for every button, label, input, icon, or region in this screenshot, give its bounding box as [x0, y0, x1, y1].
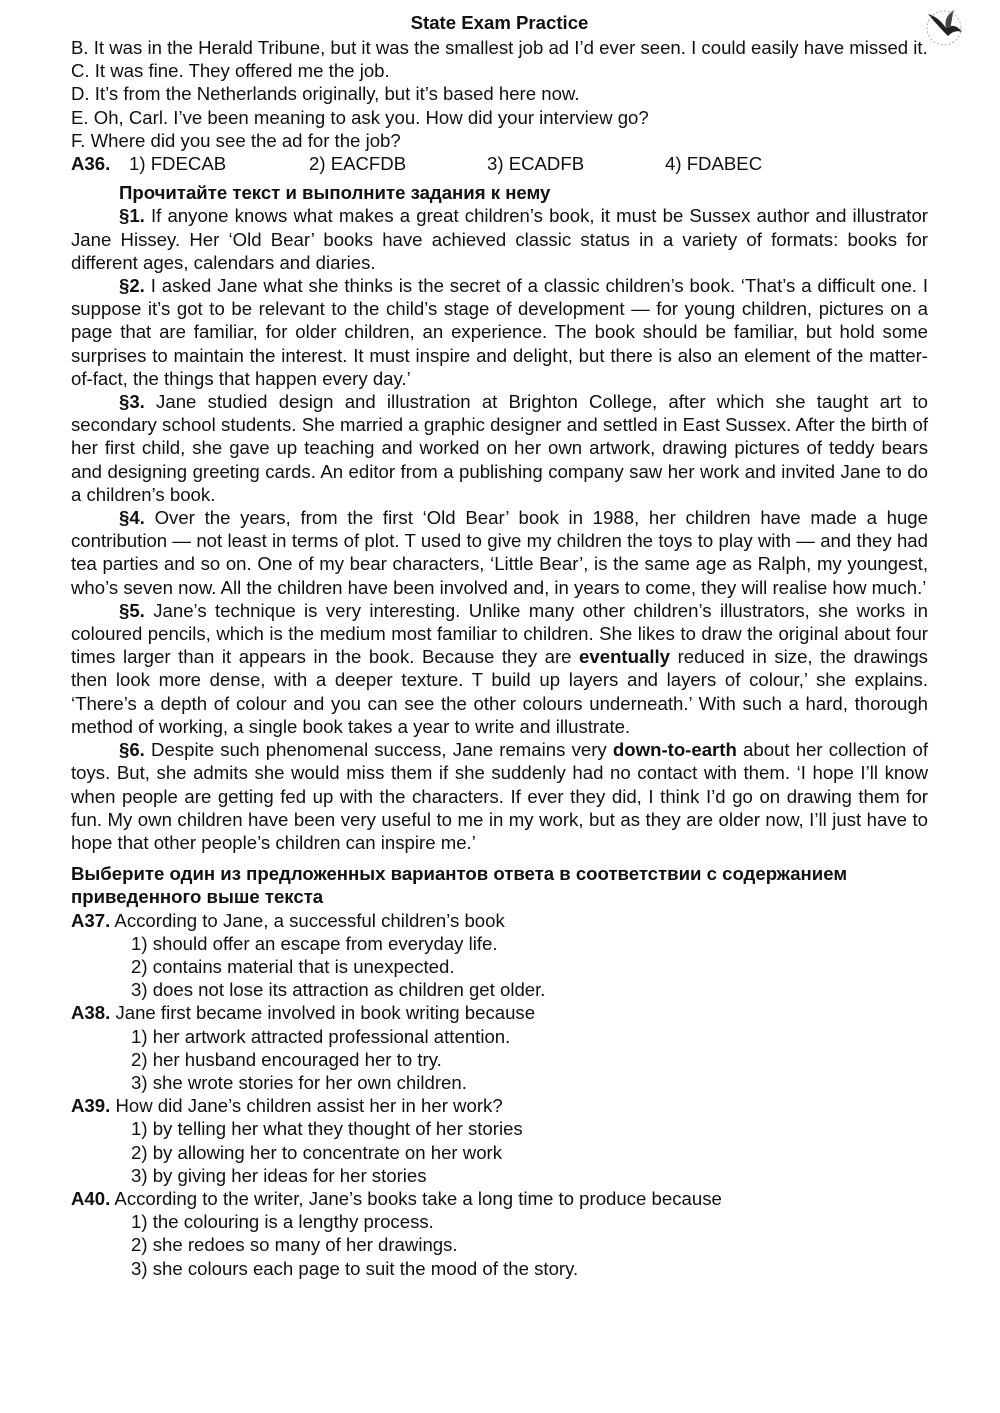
- paragraph-3: [71, 390, 928, 506]
- question-stem: According to Jane, a successful children’s book: [110, 909, 505, 931]
- question-label: A40.: [71, 1187, 111, 1209]
- dialogue-line-b: B. It was in the Herald Tribune, but it was the smallest job ad I’d ever seen. I could easily have missed it.: [71, 37, 928, 58]
- question-label: A38.: [71, 1002, 111, 1024]
- highlighted-word: down-to-earth: [612, 739, 737, 761]
- paragraph-text: If anyone knows what makes a great children’s book, it must be Sussex author and illustrator Jane Hissey. Her ‘Old Bear’ books have achieved classic status in a variety of formats: books for different ages, calendars and diaries.: [71, 205, 928, 273]
- dialogue-line-e: E. Oh, Carl. I’ve been meaning to ask you. How did your interview go?: [71, 106, 649, 128]
- page-title: State Exam Practice: [410, 12, 589, 33]
- questions-instruction: Выберите один из предложенных вариантов ответа в соответствии с содержанием приведенного выше текста: [71, 863, 848, 908]
- answer-option[interactable]: 3) she wrote stories for her own children.: [131, 1071, 467, 1093]
- question-a37: [71, 909, 928, 1002]
- paragraph-text: Over the years, from the first ‘Old Bear’ book in 1988, her children have made a huge contribution — not least in terms of plot. T used to give my children the toys to play with — and they had tea parties and so on. One of my bear characters, ‘Little Bear’, is the same age as Ralph, my youngest, who’s seven now. All the children have been involved and, in years to come, they will realise how much.’: [71, 507, 928, 598]
- reading-instruction: Прочитайте текст и выполните задания к нему: [119, 182, 551, 204]
- dialogue-line-f: F. Where did you see the ad for the job?: [71, 129, 401, 151]
- question-label: A37.: [71, 909, 111, 931]
- dialogue-lines: [71, 36, 928, 152]
- highlighted-word: eventually: [579, 646, 670, 668]
- paragraph-text: about her collection of toys. But, she admits she would miss them if she suddenly had no contact with them. ‘I hope I’ll know when people are getting fed up with the characters. If ever they did, I think I’d go on drawing them for fun. My own children have been very useful to me in my work, but as they are older now, I’ll just have to hope that other people’s children can inspire me.’: [71, 739, 929, 853]
- paragraph-text: I asked Jane what she thinks is the secret of a classic children’s book. ‘That’s a difficult one. I suppose it’s got to be relevant to the child’s stage of development — for young children, pictures on a page that are familiar, for older children, an experience. The book should be familiar, but hold some surprises to maintain the interest. It must inspire and delight, but there is also an element of the matter-of-fact, the things that happen every day.’: [71, 275, 928, 389]
- question-label: A39.: [71, 1095, 111, 1117]
- paragraph-6: [71, 738, 928, 854]
- paragraph-number: §3.: [119, 391, 145, 413]
- answer-option[interactable]: 2) by allowing her to concentrate on her work: [131, 1141, 503, 1163]
- question-a36: [71, 152, 928, 175]
- answer-option[interactable]: 1) by telling her what they thought of her stories: [131, 1118, 523, 1140]
- dialogue-line-c: C. It was fine. They offered me the job.: [71, 60, 390, 82]
- paragraph-number: §2.: [119, 275, 145, 297]
- answer-option[interactable]: 2) her husband encouraged her to try.: [131, 1048, 442, 1070]
- answer-option[interactable]: 3) by giving her ideas for her stories: [131, 1164, 427, 1186]
- answer-option[interactable]: 3) does not lose its attraction as children get older.: [131, 979, 546, 1001]
- paragraph-5: [71, 599, 928, 738]
- answer-option[interactable]: 1) the colouring is a lengthy process.: [131, 1211, 434, 1233]
- answer-option[interactable]: 4) FDABEC: [665, 153, 763, 175]
- paragraph-number: §4.: [119, 507, 145, 529]
- answer-option[interactable]: 2) contains material that is unexpected.: [131, 955, 455, 977]
- question-stem: According to the writer, Jane’s books take a long time to produce because: [110, 1187, 722, 1209]
- paragraph-text: reduced in size, the drawings then look more dense, with a deeper texture. T build up layers and layers of colour,’ she explains. ‘There’s a depth of colour and you can see the other colours underneath.’ With such a hard, thorough method of working, a single book takes a year to write and illustrate.: [71, 646, 928, 737]
- answer-option[interactable]: 1) should offer an escape from everyday life.: [131, 932, 498, 954]
- worksheet-page: [71, 10, 928, 1280]
- paragraph-1: [71, 204, 928, 274]
- paragraph-2: [71, 274, 928, 390]
- dialogue-line-d: D. It’s from the Netherlands originally, but it’s based here now.: [71, 83, 580, 105]
- question-a39: [71, 1094, 928, 1187]
- question-label: A36.: [71, 153, 111, 175]
- swallow-logo-icon: [922, 6, 966, 46]
- paragraph-4: [71, 506, 928, 599]
- answer-option[interactable]: 2) EACFDB: [309, 153, 407, 175]
- answer-option[interactable]: 1) FDECAB: [129, 153, 227, 175]
- paragraph-number: §1.: [119, 205, 145, 227]
- answer-option[interactable]: 3) she colours each page to suit the mood of the story.: [131, 1257, 579, 1279]
- paragraph-number: §6.: [119, 739, 145, 761]
- answer-option[interactable]: 2) she redoes so many of her drawings.: [131, 1234, 458, 1256]
- paragraph-text: Jane’s technique is very interesting. Unlike many other children’s illustrators, she works in coloured pencils, which is the medium most familiar to children. She likes to draw the original about four times larger than it appears in the book. Because they are: [71, 599, 928, 668]
- paragraph-number: §5.: [119, 599, 145, 621]
- question-a40: [71, 1187, 928, 1280]
- paragraph-text: Jane studied design and illustration at Brighton College, after which she taught art to secondary school students. She married a graphic designer and settled in East Sussex. After the birth of her first child, she gave up teaching and worked on her own artwork, drawing pictures of teddy bears and designing greeting cards. An editor from a publishing company saw her work and invited Jane to do a children’s book.: [71, 391, 928, 505]
- question-a38: [71, 1001, 928, 1094]
- question-stem: Jane first became involved in book writing because: [110, 1002, 536, 1024]
- answer-option[interactable]: 1) her artwork attracted professional attention.: [131, 1025, 511, 1047]
- question-stem: How did Jane’s children assist her in her work?: [110, 1095, 503, 1117]
- answer-option[interactable]: 3) ECADFB: [487, 153, 585, 175]
- paragraph-text: Despite such phenomenal success, Jane remains very: [144, 739, 613, 761]
